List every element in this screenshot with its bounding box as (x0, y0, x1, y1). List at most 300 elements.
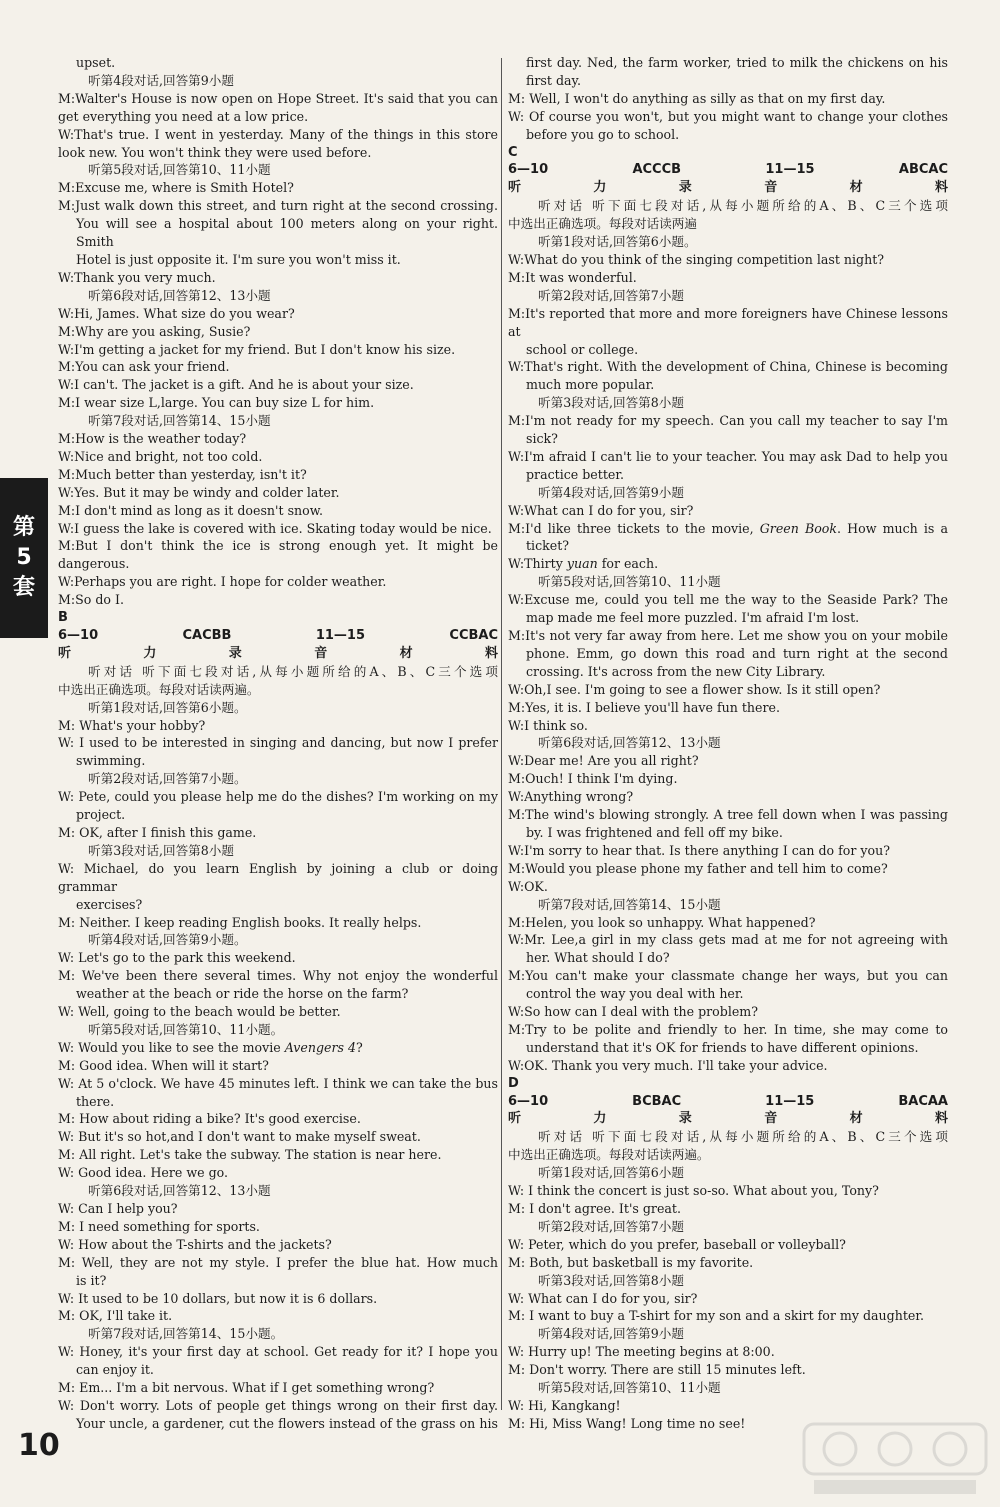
text-segment: W: Hurry up! The meeting begins at 8:00. (508, 1344, 775, 1360)
text-line (58, 1290, 498, 1308)
text-segment: sick? (526, 431, 558, 447)
text-line (58, 1218, 498, 1236)
text-segment: exercises? (76, 896, 143, 912)
text-segment: ? (355, 1039, 363, 1055)
text-segment: 听第1段对话,回答第6小题。 (88, 699, 247, 715)
text-line (58, 1164, 498, 1182)
text-segment: W: Good idea. Here we go. (58, 1165, 229, 1181)
text-segment: W:I can't. The jacket is a gift. And he is about your size. (58, 377, 414, 393)
text-line (508, 1290, 948, 1308)
text-segment: . How much is a (837, 520, 948, 536)
text-segment: W:That's true. I went in yesterday. Many of the things in this store (58, 126, 498, 142)
text-line (508, 1397, 948, 1415)
text-line (508, 609, 948, 627)
text-line (508, 305, 948, 341)
text-segment: M:The wind's blowing strongly. A tree fell down when I was passing (508, 807, 948, 823)
text-segment: W: It used to be 10 dollars, but now it is 6 dollars. (58, 1290, 378, 1306)
text-line (508, 251, 948, 269)
text-segment: 听第4段对话,回答第9小题 (88, 72, 234, 88)
text-line (508, 842, 948, 860)
text-segment: 听对话 听下面七段对话,从每小题所给的A、B、C三个选项 (538, 198, 948, 214)
text-segment: You will see a hospital about 100 meters along on your right. Smith (76, 216, 498, 250)
text-segment: map made me feel more puzzled. I'm afraid I'm lost. (526, 610, 860, 626)
text-segment: upset. (76, 55, 116, 70)
text-segment: M:I'm not ready for my speech. Can you call my teacher to say I'm (508, 413, 948, 429)
text-segment: M:Excuse me, where is Smith Hotel? (58, 180, 294, 196)
text-line (508, 394, 948, 412)
text-line (58, 1146, 498, 1164)
text-segment: 听第5段对话,回答第10、11小题 (88, 162, 271, 178)
text-line (508, 520, 948, 538)
text-line (508, 1075, 948, 1093)
text-line (508, 108, 948, 126)
text-line (58, 305, 498, 323)
text-segment: W: At 5 o'clock. We have 45 minutes left. I think we can take the bus (58, 1075, 498, 1091)
text-segment: W:I'm sorry to hear that. Is there anything I can do for you? (508, 842, 890, 858)
text-segment: 听力录音材料 (508, 180, 948, 196)
text-line (58, 90, 498, 108)
text-segment: school or college. (526, 341, 639, 357)
text-segment: W: Don't worry. Lots of people get things wrong on their first day. (58, 1397, 498, 1413)
text-line (58, 949, 498, 967)
text-line (58, 717, 498, 735)
text-segment: M: Good idea. When will it start? (58, 1057, 269, 1073)
text-line (508, 967, 948, 985)
text-segment: 6—10 CACBB 11—15 CCBAC (58, 628, 498, 643)
text-line (58, 323, 498, 341)
text-line (58, 967, 498, 985)
text-segment: W: Pete, could you please help me do the dishes? I'm working on my (58, 789, 498, 805)
text-line (508, 699, 948, 717)
text-segment: by. I was frightened and fell off my bike. (526, 824, 783, 840)
text-line (58, 985, 498, 1003)
text-line (508, 896, 948, 914)
text-line (58, 54, 498, 72)
text-segment: M: Neither. I keep reading English books. It really helps. (58, 914, 422, 930)
text-segment: W:Thank you very much. (58, 269, 216, 285)
text-line (58, 573, 498, 591)
title-italic: yuan (566, 556, 598, 572)
left-column (58, 54, 498, 1433)
text-line (508, 1128, 948, 1146)
text-segment: M: I want to buy a T-shirt for my son and a skirt for my daughter. (508, 1308, 924, 1324)
text-line (508, 466, 948, 484)
text-line (508, 448, 948, 466)
text-segment: can enjoy it. (76, 1362, 154, 1378)
text-segment: W:Excuse me, could you tell me the way to the Seaside Park? The (508, 592, 948, 608)
text-segment: M: Both, but basketball is my favorite. (508, 1254, 754, 1270)
text-segment: 听第5段对话,回答第10、11小题 (538, 1380, 721, 1396)
text-line (508, 591, 948, 609)
text-segment: M:Ouch! I think I'm dying. (508, 771, 678, 787)
text-line (508, 1110, 948, 1128)
text-segment: M:You can't make your classmate change her ways, but you can (508, 968, 948, 984)
text-line (508, 1164, 948, 1182)
text-segment: M:I don't mind as long as it doesn't snow. (58, 502, 324, 518)
text-segment: M: OK, I'll take it. (58, 1308, 173, 1324)
text-line (58, 448, 498, 466)
text-line (508, 788, 948, 806)
text-segment: M: All right. Let's take the subway. The station is near here. (58, 1147, 442, 1163)
text-segment: W:I'm getting a jacket for my friend. But I don't know his size. (58, 341, 456, 357)
text-segment: 听第3段对话,回答第8小题 (88, 842, 234, 858)
title-italic: Green Book (759, 520, 838, 536)
text-segment: 听第4段对话,回答第9小题。 (88, 932, 247, 948)
text-line (58, 645, 498, 663)
text-segment: W:What can I do for you, sir? (508, 502, 694, 518)
text-segment: 听第7段对话,回答第14、15小题 (88, 413, 271, 429)
text-line (58, 1182, 498, 1200)
text-segment: W: Of course you won't, but you might want to change your clothes (508, 108, 948, 124)
text-segment: M:You can ask your friend. (58, 359, 230, 375)
text-segment: M:It's reported that more and more foreigners have Chinese lessons at (508, 305, 948, 339)
set-tab-char-3: 套 (12, 575, 35, 600)
text-segment: W:Yes. But it may be windy and colder later. (58, 484, 340, 500)
text-line (58, 1325, 498, 1343)
text-segment: control the way you deal with her. (526, 986, 744, 1002)
text-segment: 听第7段对话,回答第14、15小题。 (88, 1326, 284, 1342)
text-line (58, 430, 498, 448)
text-line (58, 914, 498, 932)
text-segment: 中选出正确选项。每段对话读两遍。 (58, 681, 260, 697)
text-line (58, 466, 498, 484)
text-line (58, 627, 498, 645)
text-segment: W:What do you think of the singing competition last night? (508, 251, 885, 267)
text-line (508, 985, 948, 1003)
text-segment: W: How about the T-shirts and the jackets? (58, 1236, 332, 1252)
text-segment: 听第5段对话,回答第10、11小题 (538, 574, 721, 590)
text-segment: weather at the beach or ride the horse on the farm? (76, 986, 409, 1002)
text-line (508, 269, 948, 287)
text-line (508, 126, 948, 144)
text-line (508, 860, 948, 878)
column-divider (501, 58, 502, 1410)
text-line (58, 520, 498, 538)
text-segment: 听力录音材料 (508, 1111, 948, 1127)
text-line (508, 1272, 948, 1290)
text-line (508, 287, 948, 305)
text-line (58, 860, 498, 896)
text-segment: W: I think the concert is just so-so. What about you, Tony? (508, 1183, 879, 1199)
text-segment: M: Well, they are not my style. I prefer the blue hat. How much (58, 1254, 498, 1270)
text-segment: M:It's not very far away from here. Let me show you on your mobile (508, 628, 948, 643)
text-line (58, 251, 498, 269)
text-segment: M:Much better than yesterday, isn't it? (58, 466, 307, 482)
text-segment: M: OK, after I finish this game. (58, 824, 257, 840)
text-line (508, 197, 948, 215)
text-line (58, 358, 498, 376)
text-line (58, 788, 498, 806)
watermark-logo-icon (800, 1420, 990, 1500)
text-segment: W: Can I help you? (58, 1201, 178, 1216)
text-segment: W:I think so. (508, 717, 588, 733)
text-line (58, 931, 498, 949)
text-line (58, 1021, 498, 1039)
text-segment: before you go to school. (526, 126, 680, 142)
text-line (58, 1075, 498, 1093)
text-line (508, 179, 948, 197)
text-segment: 6—10 ACCCB 11—15 ABCAC (508, 162, 948, 178)
text-line (58, 484, 498, 502)
text-line (58, 896, 498, 914)
text-segment: W:Dear me! Are you all right? (508, 753, 699, 769)
text-line (508, 1218, 948, 1236)
text-segment: M:I wear size L,large. You can buy size L for him. (58, 395, 375, 411)
text-line (58, 842, 498, 860)
text-line (508, 1093, 948, 1111)
text-segment: M:Yes, it is. I believe you'll have fun there. (508, 699, 780, 715)
text-line (508, 1003, 948, 1021)
text-segment: ticket? (526, 538, 570, 554)
text-line (58, 502, 498, 520)
text-line (508, 824, 948, 842)
text-segment: Your uncle, a gardener, cut the flowers instead of the grass on his (76, 1415, 498, 1431)
text-line (58, 412, 498, 430)
text-line (508, 1236, 948, 1254)
text-line (508, 430, 948, 448)
text-segment: M:Just walk down this street, and turn right at the second crossing. (58, 198, 498, 214)
text-segment: W:OK. (508, 878, 548, 894)
text-line (58, 108, 498, 126)
text-line (508, 161, 948, 179)
text-line (508, 1182, 948, 1200)
text-line (508, 806, 948, 824)
text-segment: first day. Ned, the farm worker, tried to milk the chickens on his (526, 55, 948, 70)
text-line (58, 1272, 498, 1290)
text-segment: M: We've been there several times. Why not enjoy the wonderful (58, 968, 498, 984)
text-segment: 听第6段对话,回答第12、13小题 (88, 1183, 271, 1199)
text-line (508, 1307, 948, 1325)
page-number: 10 (18, 1428, 60, 1463)
text-segment: crossing. It's across from the new City Library. (526, 663, 826, 679)
text-line (508, 341, 948, 359)
text-line (508, 1021, 948, 1039)
text-segment: 听第4段对话,回答第9小题 (538, 484, 684, 500)
text-segment: first day. (526, 72, 581, 88)
text-line (58, 752, 498, 770)
text-segment: M: What's your hobby? (58, 717, 206, 733)
text-line (58, 699, 498, 717)
text-segment: M:I'd like three tickets to the movie, (508, 520, 760, 536)
text-segment: M:It was wonderful. (508, 269, 637, 285)
text-segment: W:Thirty (508, 556, 567, 572)
text-line (58, 341, 498, 359)
text-line (508, 1254, 948, 1272)
text-line (508, 1200, 948, 1218)
text-line (58, 161, 498, 179)
text-line (508, 1361, 948, 1379)
text-segment: W: Honey, it's your first day at school. Get ready for it? I hope you (58, 1344, 498, 1360)
text-line (58, 72, 498, 90)
text-segment: 听第1段对话,回答第6小题。 (538, 234, 697, 250)
text-line (508, 502, 948, 520)
text-segment: project. (76, 807, 126, 823)
text-segment: M: I don't agree. It's great. (508, 1201, 681, 1216)
text-segment: 6—10 BCBAC 11—15 BACAA (508, 1093, 948, 1109)
text-segment: C (508, 144, 518, 160)
text-segment: W: I used to be interested in singing and dancing, but now I prefer (58, 735, 498, 751)
text-segment: 听第2段对话,回答第7小题 (538, 1218, 684, 1234)
text-segment: 听第6段对话,回答第12、13小题 (538, 735, 721, 751)
text-line (58, 126, 498, 144)
text-segment: M: How about riding a bike? It's good exercise. (58, 1111, 361, 1127)
text-line (508, 144, 948, 162)
text-line (508, 412, 948, 430)
text-segment: W: Michael, do you learn English by joining a club or doing grammar (58, 860, 498, 894)
text-line (508, 663, 948, 681)
text-segment: W:Oh,I see. I'm going to see a flower show. Is it still open? (508, 681, 881, 697)
text-line (508, 878, 948, 896)
text-segment: 听第6段对话,回答第12、13小题 (88, 287, 271, 303)
text-line (58, 179, 498, 197)
text-line (58, 1254, 498, 1272)
text-line (58, 1003, 498, 1021)
text-line (508, 914, 948, 932)
text-segment: 听第1段对话,回答第6小题 (538, 1165, 684, 1181)
text-line (508, 1039, 948, 1057)
text-segment: W:Hi, James. What size do you wear? (58, 305, 295, 321)
text-line (58, 269, 498, 287)
text-line (508, 1379, 948, 1397)
text-line (58, 734, 498, 752)
text-line (58, 770, 498, 788)
text-segment: M:Walter's House is now open on Hope Street. It's said that you can (58, 90, 498, 106)
text-line (508, 770, 948, 788)
text-segment: 听对话 听下面七段对话,从每小题所给的A、B、C三个选项 (538, 1129, 948, 1145)
text-line (508, 681, 948, 699)
text-segment: W: Well, going to the beach would be better. (58, 1004, 341, 1020)
text-segment: W:I guess the lake is covered with ice. Skating today would be nice. (58, 520, 492, 536)
text-line (58, 1397, 498, 1415)
text-line (58, 1200, 498, 1218)
text-line (508, 573, 948, 591)
text-segment: W:Anything wrong? (508, 789, 634, 805)
text-line (508, 233, 948, 251)
text-line (58, 609, 498, 627)
text-segment: W: Would you like to see the movie (58, 1039, 285, 1055)
text-line (58, 376, 498, 394)
text-line (508, 931, 948, 949)
text-line (508, 1343, 948, 1361)
text-segment: 中选出正确选项。每段对话读两遍。 (508, 1147, 710, 1163)
text-segment: M:But I don't think the ice is strong enough yet. It might be dangerous. (58, 538, 498, 572)
text-line (508, 949, 948, 967)
text-segment: W:Mr. Lee,a girl in my class gets mad at me for not agreeing with (508, 932, 948, 948)
text-segment: her. What should I do? (526, 950, 670, 966)
text-segment: M: Em... I'm a bit nervous. What if I get something wrong? (58, 1380, 435, 1396)
text-line (58, 1128, 498, 1146)
text-line (58, 1343, 498, 1361)
text-segment: B (58, 610, 68, 626)
text-segment: W: Let's go to the park this weekend. (58, 950, 296, 966)
text-segment: W: But it's so hot,and I don't want to make myself sweat. (58, 1129, 421, 1145)
text-segment: 听第3段对话,回答第8小题 (538, 395, 684, 411)
text-line (508, 734, 948, 752)
text-line (508, 555, 948, 573)
text-line (508, 752, 948, 770)
text-segment: W:Perhaps you are right. I hope for colder weather. (58, 574, 387, 590)
text-line (508, 90, 948, 108)
text-line (58, 681, 498, 699)
text-segment: Hotel is just opposite it. I'm sure you won't miss it. (76, 251, 401, 267)
text-segment: swimming. (76, 753, 146, 769)
text-line (508, 1146, 948, 1164)
text-line (58, 394, 498, 412)
text-segment: M: Don't worry. There are still 15 minutes left. (508, 1362, 806, 1378)
text-segment: for each. (597, 556, 659, 572)
text-line (58, 215, 498, 251)
text-line (58, 824, 498, 842)
text-line (58, 1236, 498, 1254)
text-segment: look new. You won't think they were used before. (58, 144, 372, 160)
text-line (58, 197, 498, 215)
text-segment: phone. Emm, go down this road and turn right at the second (526, 645, 948, 661)
text-line (58, 287, 498, 305)
set-tab-char-2: 5 (16, 545, 32, 570)
text-line (58, 1093, 498, 1111)
text-line (58, 591, 498, 609)
text-line (508, 358, 948, 376)
text-line (508, 215, 948, 233)
text-segment: 听第7段对话,回答第14、15小题 (538, 896, 721, 912)
right-column (508, 54, 948, 1433)
text-line (508, 627, 948, 645)
text-segment: W: Peter, which do you prefer, baseball or volleyball? (508, 1236, 846, 1252)
text-line (58, 537, 498, 573)
text-segment: W: Hi, Kangkang! (508, 1397, 621, 1413)
text-segment: is it? (76, 1272, 107, 1288)
text-segment: practice better. (526, 466, 624, 482)
text-segment: M: Well, I won't do anything as silly as that on my first day. (508, 90, 886, 106)
text-line (58, 1057, 498, 1075)
text-segment: W:Nice and bright, not too cold. (58, 448, 263, 464)
text-line (508, 537, 948, 555)
text-line (508, 484, 948, 502)
text-segment: 听第5段对话,回答第10、11小题。 (88, 1021, 284, 1037)
set-number-tab (0, 478, 48, 638)
text-segment: 听对话 听下面七段对话,从每小题所给的A、B、C三个选项 (88, 663, 498, 679)
text-line (508, 54, 948, 72)
text-segment: M:Helen, you look so unhappy. What happened? (508, 914, 816, 930)
text-segment: 听第4段对话,回答第9小题 (538, 1326, 684, 1342)
text-line (508, 645, 948, 663)
text-segment: M:How is the weather today? (58, 431, 247, 447)
text-segment: D (508, 1075, 519, 1091)
text-segment: M:Would you please phone my father and tell him to come? (508, 860, 888, 876)
text-segment: 听第3段对话,回答第8小题 (538, 1272, 684, 1288)
text-line (508, 72, 948, 90)
set-tab-char-1: 第 (12, 515, 35, 540)
text-segment: 听第2段对话,回答第7小题 (538, 287, 684, 303)
text-line (58, 663, 498, 681)
text-line (58, 1039, 498, 1057)
text-segment: W: What can I do for you, sir? (508, 1290, 698, 1306)
text-line (58, 1379, 498, 1397)
text-segment: much more popular. (526, 377, 655, 393)
text-line (58, 1361, 498, 1379)
text-segment: 中选出正确选项。每段对话读两遍 (508, 216, 697, 232)
text-segment: W:I'm afraid I can't lie to your teacher. You may ask Dad to help you (508, 448, 948, 464)
text-segment: get everything you need at a low price. (58, 108, 309, 124)
text-segment: M:Try to be polite and friendly to her. In time, she may come to (508, 1021, 948, 1037)
text-line (58, 1415, 498, 1433)
text-segment: M:So do I. (58, 592, 124, 608)
text-segment: W:OK. Thank you very much. I'll take your advice. (508, 1057, 828, 1073)
text-line (508, 1057, 948, 1075)
text-line (508, 717, 948, 735)
text-line (58, 144, 498, 162)
text-segment: 听力录音材料 (58, 645, 498, 661)
